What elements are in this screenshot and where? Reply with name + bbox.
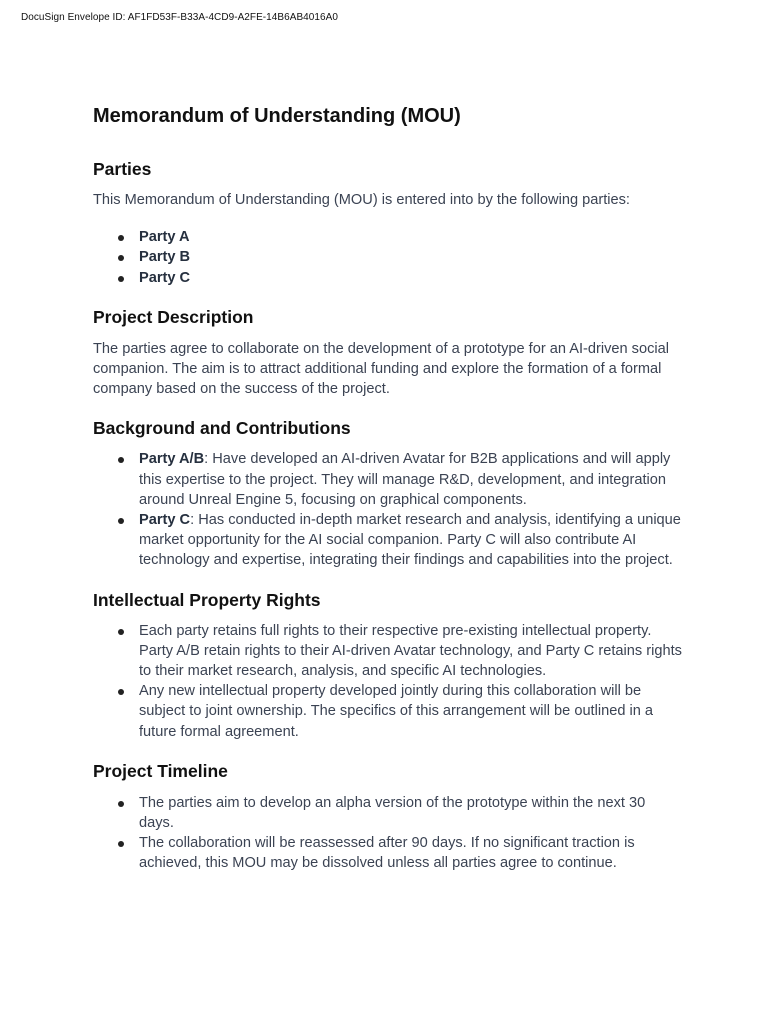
list-item xyxy=(93,449,683,510)
document-title: Memorandum of Understanding (MOU) xyxy=(93,105,461,127)
party-name: Party A xyxy=(139,229,190,246)
timeline-list xyxy=(93,793,683,874)
contributor-label: Party A/B xyxy=(139,451,205,468)
list-item xyxy=(93,268,683,288)
contributor-text: : Has conducted in-depth market research and analysis, identifying a unique market opportunity for the AI social companion. Party C will also contribute AI technology and expertise, integrating their findings and capabilities into the project. xyxy=(139,512,681,569)
section-heading-parties: Parties xyxy=(93,159,152,179)
list-item: Each party retains full rights to their respective pre-existing intellectual property. Party A/B retain rights to their AI-driven Avatar technology, and Party C retains rights to their market research, analysis, and specific AI technologies. xyxy=(93,621,683,682)
party-name: Party C xyxy=(139,269,191,286)
envelope-id: DocuSign Envelope ID: AF1FD53F-B33A-4CD9-A2FE-14B6AB4016A0 xyxy=(21,12,338,23)
party-name: Party B xyxy=(139,249,191,266)
section-heading-timeline: Project Timeline xyxy=(93,760,228,781)
document-body xyxy=(93,103,683,874)
list-item xyxy=(93,510,683,571)
ip-rights-list xyxy=(93,621,683,742)
background-list xyxy=(93,449,683,570)
section-heading-background: Background and Contributions xyxy=(93,418,351,439)
list-item xyxy=(93,247,683,267)
list-item: The parties aim to develop an alpha version of the prototype within the next 30 days. xyxy=(93,793,683,833)
contributor-label: Party C xyxy=(139,512,191,529)
parties-intro: This Memorandum of Understanding (MOU) is entered into by the following parties: xyxy=(93,192,630,208)
list-item xyxy=(93,227,683,247)
contributor-text: : Have developed an AI-driven Avatar for B2B applications and will apply this expertise to the project. They will manage R&D, development, and integration around Unreal Engine 5, focusing on graphical components. xyxy=(139,451,671,508)
parties-list xyxy=(93,227,683,288)
list-item: The collaboration will be reassessed after 90 days. If no significant traction is achieved, this MOU may be dissolved unless all parties agree to continue. xyxy=(93,833,683,873)
project-description-text: The parties agree to collaborate on the development of a prototype for an AI-driven social companion. The aim is to attract additional funding and explore the formation of a formal company based on the success of the project. xyxy=(93,340,669,398)
section-heading-ip-rights: Intellectual Property Rights xyxy=(93,589,321,610)
section-heading-project-description: Project Description xyxy=(93,306,254,327)
list-item: Any new intellectual property developed jointly during this collaboration will be subject to joint ownership. The specifics of this arrangement will be outlined in a future formal agreement. xyxy=(93,681,683,742)
